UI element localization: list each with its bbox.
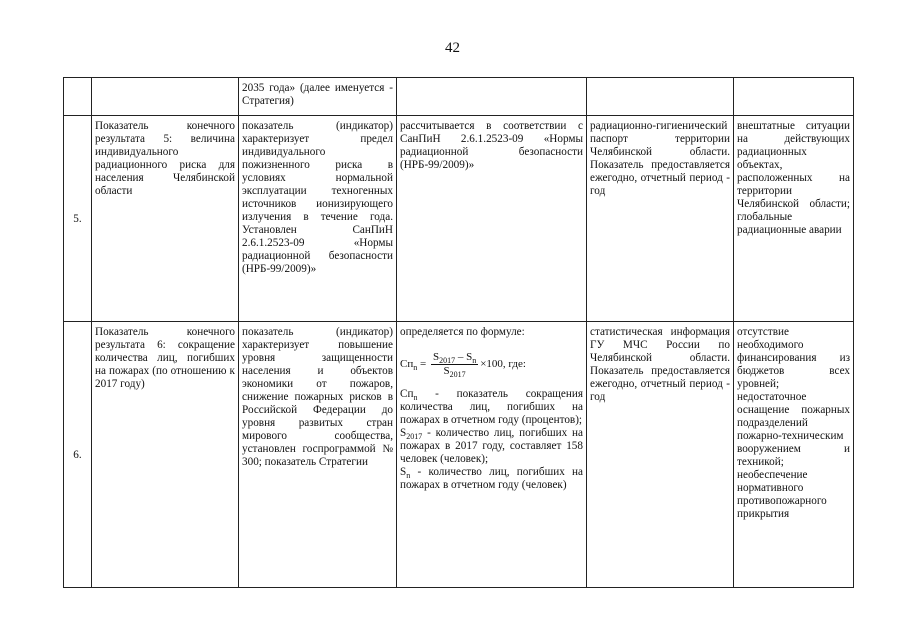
indicator-description-cell: показатель (индикатор) характеризует предел индивидуального пожизненного риска в условиях нормальной эксплуатации техногенных источников ионизирующего излучения в течение года. Установлен СанПиН 2.6.1.2523-09 «Нормы радиационной безопасности (НРБ-99/2009)» [239, 116, 397, 322]
row-number-cell: 6. [64, 322, 92, 588]
indicator-description-cell: показатель (индикатор) характеризует повышение уровня защищенности населения и объектов экономики от пожаров, снижение пожарных рисков в Российской Федерации до уровня развитых стран мирового сообщества, установлен госпрограммой № 300; показатель Стратегии [239, 322, 397, 588]
definition-symbol-sub: n [413, 393, 418, 403]
formula-term: S [443, 365, 450, 377]
formula-intro: определяется по формуле: [400, 326, 525, 338]
table-row [64, 78, 854, 116]
formula-definition [400, 427, 583, 466]
row-number-cell [64, 78, 92, 116]
definition-text: - показатель сокращения количества лиц, погибших на пожарах в отчетном году (процентов); [400, 388, 583, 426]
formula-definition [400, 466, 583, 492]
data-source-cell [587, 78, 734, 116]
data-source-cell: радиационно-гигиенический паспорт территории Челябинской области. Показатель предоставляется ежегодно, отчетный период - год [587, 116, 734, 322]
definition-symbol-sub: 2017 [406, 432, 423, 442]
table-row [64, 116, 854, 322]
formula-definition [400, 388, 583, 427]
definition-symbol: Сп [400, 388, 414, 400]
row-number-cell: 5. [64, 116, 92, 322]
definition-text: - количество лиц, погибших на пожарах в 2017 году, составляет 158 человек (человек); [400, 427, 583, 465]
formula-tail: ×100, где: [480, 358, 526, 371]
formula-term-sub: 2017 [439, 356, 456, 366]
indicator-name-cell [92, 78, 239, 116]
indicator-name-cell: Показатель конечного результата 5: величина индивидуального радиационного риска для населения Челябинской области [92, 116, 239, 322]
definition-text: - количество лиц, погибших на пожарах в отчетном году (человек) [400, 466, 583, 491]
page-number: 42 [445, 40, 460, 56]
risk-factors-cell: отсутствие необходимого финансирования из бюджетов всех уровней; недостаточное оснащение пожарных подразделений пожарно-техническим вооружением и техникой; необеспечение нормативного противопожарного прикрытия [734, 322, 854, 588]
table-row [64, 322, 854, 588]
indicators-table [63, 77, 854, 588]
formula-term: S [466, 351, 473, 363]
formula-numerator [431, 351, 478, 365]
calculation-method-cell [397, 78, 587, 116]
definition-symbol: S [400, 466, 407, 478]
risk-factors-cell [734, 78, 854, 116]
risk-factors-cell: внештатные ситуации на действующих радиационных объектах, расположенных на территории Челябинской области; глобальные радиационные аварии [734, 116, 854, 322]
formula-term: S [432, 351, 440, 363]
definition-symbol: S [400, 427, 407, 439]
formula-lhs-sub: n [413, 363, 418, 373]
formula-denominator [431, 365, 478, 378]
calculation-method-cell: рассчитывается в соответствии с СанПиН 2.6.1.2523-09 «Нормы радиационной безопасности (НРБ-99/2009)» [397, 116, 587, 322]
indicator-name-cell: Показатель конечного результата 6: сокращение количества лиц, погибших на пожарах (по отношению к 2017 году) [92, 322, 239, 588]
calculation-method-cell [397, 322, 587, 588]
definition-symbol-sub: n [406, 471, 411, 481]
formula: $Сп_n$ = $\frac{S_{2017} - S_n}{S_{2017}}$ ×100, где: [400, 351, 526, 380]
indicator-description-cell: 2035 года» (далее именуется - Стратегия) [239, 78, 397, 116]
formula-fraction [431, 351, 478, 378]
formula-term-sub: 2017 [449, 370, 466, 380]
formula-term-sub: n [472, 356, 477, 366]
formula-operator: – [455, 351, 467, 363]
formula-lhs: Сп [400, 358, 414, 371]
data-source-cell: статистическая информация ГУ МЧС России по Челябинской области. Показатель предоставляется ежегодно, отчетный период - год [587, 322, 734, 588]
